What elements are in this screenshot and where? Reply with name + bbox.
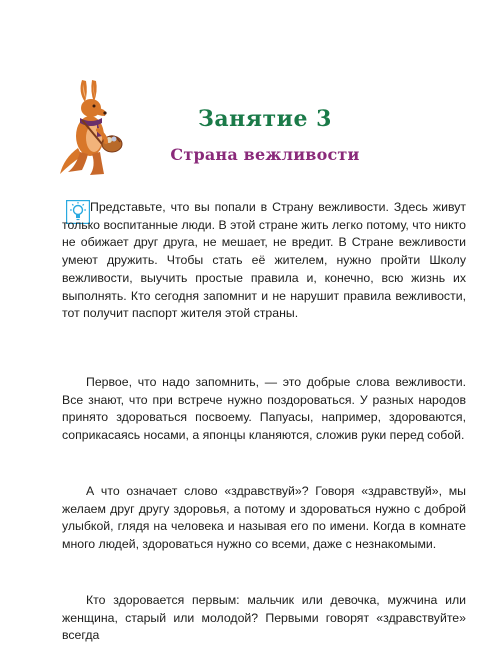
paragraph-text: А что означает слово «здравствуй»? Говоря «здравствуй», мы желаем друг другу здоровья, а потому и здороваться нужно с доброй улыбкой, глядя на человека и называя его по имени. Когда в комнате много людей, здороваться нужно со всеми, даже с незнакомыми.	[62, 484, 466, 552]
kangaroo-icon	[58, 78, 134, 178]
intro-paragraph	[62, 199, 466, 323]
body-paragraph	[62, 592, 466, 645]
paragraph-text: Кто здоровается первым: мальчик или девочка, мужчина или женщина, старый или молодой? Первыми говорят «здравствуйте» всегда	[62, 593, 466, 643]
intro-text: Представьте, что вы попали в Страну вежливости. Здесь живут только воспитанные люди. В этой стране жить легко потому, что никто не обижает друг друга, не мешает, не вредит. В Стране вежливости умеют дружить. Чтобы стать её жителем, нужно пройти Школу вежливости, выучить простые правила и, конечно, всю жизнь их выполнять. Кто сегодня запомнит и не нарушит правила вежливости, тот получит паспорт жителя этой страны.	[62, 200, 466, 321]
lesson-subtitle: Страна вежливости	[170, 145, 360, 164]
body-paragraph	[62, 374, 466, 445]
paragraph-text: Первое, что надо запомнить, — это добрые слова вежливости. Все знают, что при встрече нужно поздороваться. У разных народов принято здороваться посвоему. Папуасы, например, здороваются, соприкасаясь носами, а японцы кланяются, сложив руки перед собой.	[62, 375, 466, 443]
body-paragraph	[62, 483, 466, 554]
lesson-title: Занятие 3	[198, 106, 332, 132]
